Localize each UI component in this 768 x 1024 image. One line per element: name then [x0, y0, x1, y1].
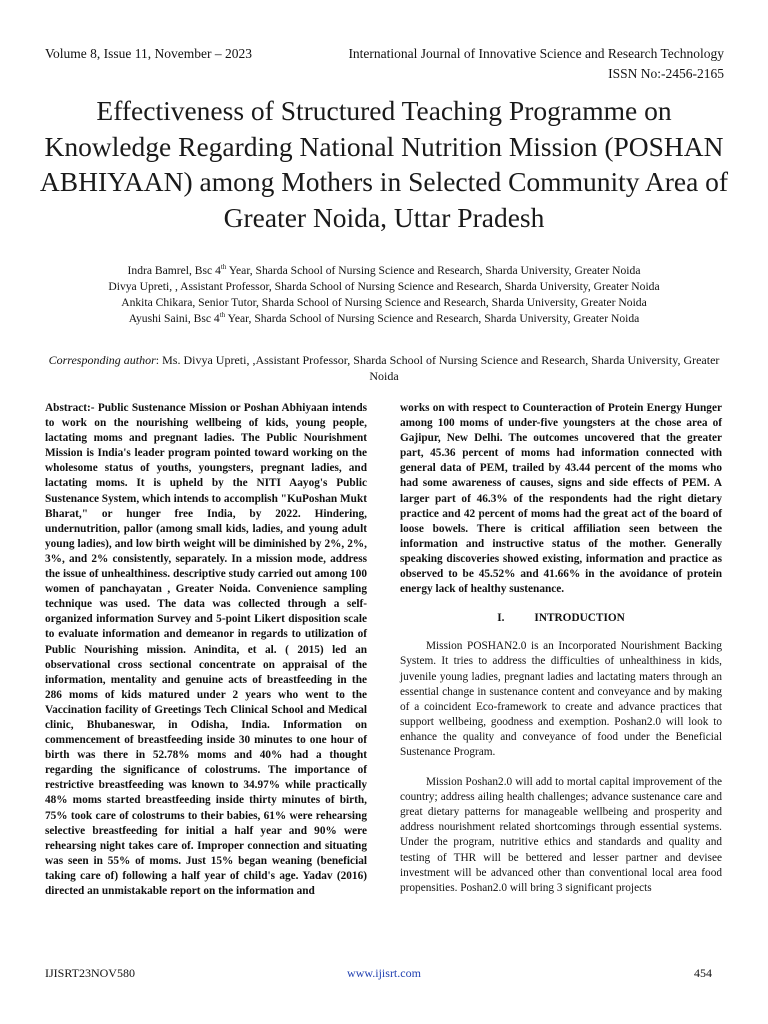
right-column — [400, 401, 722, 896]
author-line: Divya Upreti, , Assistant Professor, Sharda School of Nursing Science and Research, Sharda University, Greater Noida — [108, 280, 660, 293]
abstract-continued-text: works on with respect to Counteraction of Protein Energy Hunger among 100 moms of under-five youngsters at the chose area of Gajipur, New Delhi. The outcomes uncovered that the greater part, 45.36 percent of moms had information connected with general data of PEM, trailed by 43.44 percent of the moms who had some awareness of causes, signs and side effects of PEM. A larger part of 46.3% of the respondents had the right dietary practice and 42 percent of moms had the great act of the board of loose bowels. There is critical affiliation seen between the information and instructive status of the mother. Generally speaking discoveries showed existing, information and practice as observed to be 45.52% and 41.66% in the avoidance of protein energy lack of healthy sustenance. — [400, 402, 722, 596]
page-number: 454 — [694, 966, 712, 980]
journal-issn: ISSN No:-2456-2165 — [608, 66, 724, 81]
body-paragraph: Mission Poshan2.0 will add to mortal capital improvement of the country; address ailing health challenges; advance sustenance care and great dietary patterns for manageable wellbeing and prosperity and address nourishment related shortcomings through essential systems. Under the program, nutritive ethics and standards and quality and testing of THR will be bettered and lesser partner and devisee investment will be advanced other than conventional local area food propensities. Poshan2.0 will bring 3 significant projects — [400, 776, 722, 894]
author-list — [30, 263, 738, 327]
corresponding-author-text: : Ms. Divya Upreti, ,Assistant Professor, Sharda School of Nursing Science and Research, Sharda University, Greater Noida — [155, 353, 720, 383]
section-title: INTRODUCTION — [534, 612, 625, 625]
corresponding-author-label: Corresponding author — [48, 353, 156, 367]
corresponding-author — [46, 352, 722, 384]
journal-volume-issue: Volume 8, Issue 11, November – 2023 — [45, 46, 252, 61]
author-line: Ankita Chikara, Senior Tutor, Sharda School of Nursing Science and Research, Sharda University, Greater Noida — [121, 296, 647, 309]
website-link[interactable]: www.ijisrt.com — [347, 966, 421, 980]
abstract-text: Abstract:- Public Sustenance Mission or Poshan Abhiyaan intends to work on the nourishing wellbeing of kids, young people, lactating moms and pregnant ladies. The Public Nourishment Mission is India's leader program pointed toward working on the wholesome status of youths, youngsters, pregnant ladies, and lactating moms. It is upheld by the NITI Aayog's Public Sustenance System, which intends to accomplish "KuPoshan Mukt Bharat," or hunger free India, by 2022. Hindering, undernutrition, pallor (among small kids, ladies, and young adult young ladies), and low birth weight will be diminished by 2%, 2%, 3%, and 2% consistently, separately. In a mission mode, address the issue of unhealthiness. descriptive study carried out among 100 women of panchayatan , Greater Noida. Convenience sampling technique was used. The data was collected through a self-organized information Survey and 5-point Likert disposition scale to evaluate information and demeanor in regards to utilization of Public Nourishing mission. Anindita, et al. ( 2015) led an observational cross sectional concentrate on appraisal of the information, mentality and genuine acts of breastfeeding in the 286 moms of kids matured under 2 years who went to the Vaccination facility of Greetings Tech Clinical School and Medical clinic, Bhubaneswar, in Odisha, India. Information on commencement of breastfeeding inside 30 minutes to one hour of birth was there in 52.78% moms and 40% had a thought regarding the significance of colostrums. The importance of restrictive breastfeeding was known to 34.97% while practically 48% moms started breastfeeding inside thirty minutes of birth, 75% took care of colostrums to their babies, 61% were rehearsing selective breastfeeding for initial a half year and 90% were rehearsing night takes care of. Improper connection and situating was seen in 55% of moms. Just 15% began weaning (beneficial taking care of) following a half year of child's age. Yadav (2016) directed an unmistakable report on the information and — [45, 402, 367, 897]
author-line: Ayushi Saini, Bsc 4th Year, Sharda School of Nursing Science and Research, Sharda University, Greater Noida — [128, 311, 640, 325]
section-heading — [400, 611, 722, 626]
body-paragraph: Mission POSHAN2.0 is an Incorporated Nourishment Backing System. It tries to address the difficulties of unhealthiness in kids, juvenile young ladies, pregnant ladies and lactating maters through an essential change in sustenance content and conveyance and by making of a coincident Eco-framework to create and advance practices that support wellbeing, goodness and exemption. Poshan2.0 will look to enhance the quality and conveyance of food under the Beneficial Sustenance Program. — [400, 640, 722, 758]
author-line: Indra Bamrel, Bsc 4th Year, Sharda School of Nursing Science and Research, Sharda University, Greater Noida — [127, 263, 641, 277]
left-column — [45, 401, 367, 899]
section-number: I. — [497, 612, 505, 625]
paper-title: Effectiveness of Structured Teaching Programme on Knowledge Regarding National Nutrition Mission (POSHAN ABHIYAAN) among Mothers in Selected Community Area of Greater Noida, Uttar Pradesh — [39, 95, 729, 233]
article-code: IJISRT23NOV580 — [45, 966, 135, 980]
journal-name: International Journal of Innovative Science and Research Technology — [348, 46, 724, 61]
